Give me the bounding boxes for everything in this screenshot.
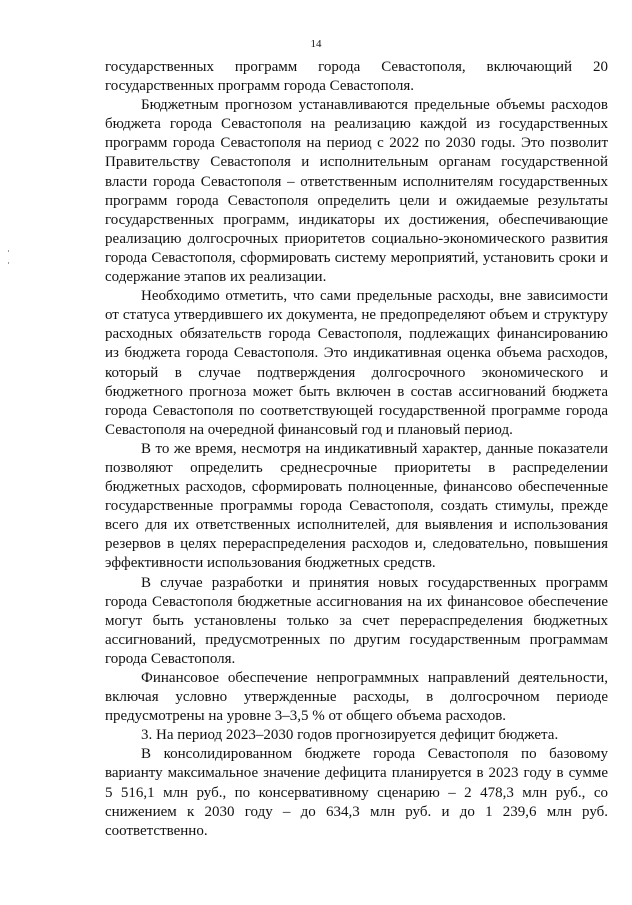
page-number: 14 xyxy=(310,38,322,50)
paragraph-priorities: В то же время, несмотря на индикативный характер, данные показатели позволяют определить среднесрочные приоритеты в распределении бюджетных расходов, сформировать полноценные, финансово обеспеченные государственные программы города Севастополя, создать стимулы, прежде всего для их ответственных исполнителей, для выявления и использования резервов в целях перераспределения расходов и, следовательно, повышения эффективности использования бюджетных средств. xyxy=(105,440,608,572)
paragraph-indicative-assessment: Необходимо отметить, что сами предельные расходы, вне зависимости от статуса утвердившего их документа, не предопределяют объем и структуру расходных обязательств города Севастополя, подлежащих финансированию из бюджета города Севастополя. Это индикативная оценка объема расходов, который в случае подтверждения долгосрочного экономического и бюджетного прогноза может быть включен в состав ассигнований бюджета города Севастополя по соответствующей государственной программе города Севастополя на очередной финансовый год и плановый период. xyxy=(105,288,608,438)
margin-mark xyxy=(8,250,9,252)
document-body xyxy=(105,58,608,841)
paragraph-consolidated-budget: В консолидированном бюджете города Севастополя по базовому варианту максимальное значение дефицита планируется в 2023 году в сумме 5 516,1 млн руб., по консервативному сценарию – 2 478,3 млн руб., со снижением к 2030 году – до 634,3 млн руб. и до 1 239,6 млн руб. соответственно. xyxy=(105,746,608,839)
paragraph-non-program-spending: Финансовое обеспечение непрограммных направлений деятельности, включая условно утвержденные расходы, в долгосрочном периоде предусмотрены на уровне 3–3,5 % от общего объема расходов. xyxy=(105,670,608,725)
paragraph-new-programs: В случае разработки и принятия новых государственных программ города Севастополя бюджетные ассигнования на их финансовое обеспечение могут быть установлены только за счет перераспределения бюджетных ассигнований, предусмотренных по другим государственным программам города Севастополя. xyxy=(105,574,608,667)
paragraph-budget-forecast-limits: Бюджетным прогнозом устанавливаются предельные объемы расходов бюджета города Севастополя на реализацию каждой из государственных программ города Севастополя на период с 2022 по 2030 годы. Это позволит Правительству Севастополя и исполнительным органам государственной власти города Севастополя – ответственным исполнителям государственных программ города Севастополя определить цели и ожидаемые результаты государственных программ, индикаторы их достижения, обеспечивающие реализацию долгосрочных приоритетов социально-экономического развития города Севастополя, сформировать систему мероприятий, установить сроки и содержание этапов их реализации. xyxy=(105,97,608,286)
paragraph-deficit-forecast: 3. На период 2023–2030 годов прогнозируется дефицит бюджета. xyxy=(141,727,559,744)
margin-mark xyxy=(8,262,9,264)
paragraph-continuation: государственных программ города Севастополя, включающий 20 государственных программ города Севастополя. xyxy=(105,59,608,95)
